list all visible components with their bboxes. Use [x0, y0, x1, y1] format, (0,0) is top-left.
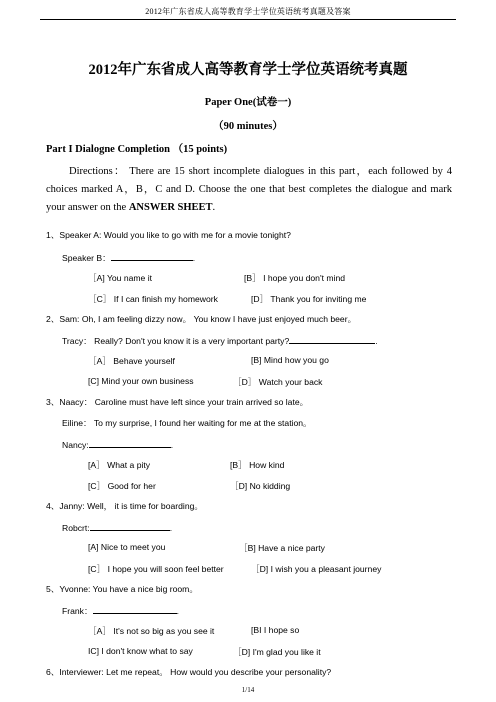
q1-option-b: [B］ I hope you don't mind [244, 273, 346, 283]
directions-text: There are 15 short incomplete dialogues in this part，each followed by 4 choices marked A，B，C and D. Choose the one that best completes the dialogue and mark your answer on the [46, 166, 452, 213]
directions-end: . [212, 202, 216, 213]
q5-option-d: ［D] I'm glad you like it [233, 647, 321, 657]
q6-interviewer: 6、Interviewer: Let me repeat。 How would you describe your personality? [46, 667, 332, 677]
answer-sheet-label: ANSWER SHEET [128, 202, 213, 213]
q2-option-c: [C] Mind your own business [88, 376, 194, 386]
q4-option-b: ［B] Have a nice party [239, 543, 325, 553]
header-rule [40, 19, 456, 20]
q4-option-c: [C］ I hope you will soon feel better [88, 564, 224, 574]
q2-option-b: [B] Mind how you go [251, 355, 329, 365]
doc-title: 2012年广东省成人高等教育学士学位英语统考真题 [88, 62, 408, 78]
q1-option-c: ［C］ If I can finish my homework [88, 294, 218, 304]
q5-option-a: ［A］ It's not so big as you see it [88, 626, 215, 636]
q1-speaker-b: Speaker B： . [62, 253, 196, 263]
directions-label: Directions： [69, 166, 126, 177]
q5-frank: Frank： . [62, 606, 179, 616]
q5-option-c: IC] I don't know what to say [88, 646, 193, 656]
q3-option-c: [C］ Good for her [88, 481, 156, 491]
q3-naacy: 3、Naacy： Caroline must have left since your train arrived so late。 [46, 397, 309, 407]
q3-option-b: [B］ How kind [230, 460, 285, 470]
q5-answer-blank [93, 604, 177, 614]
page-header: 2012年广东省成人高等教育学士学位英语统考真题及答案 [145, 7, 351, 16]
directions [46, 163, 452, 217]
q3-eiline: Eiline： To my surprise, I found her waiting for me at the station。 [62, 418, 312, 428]
q4-answer-blank [90, 521, 170, 531]
q3-option-d: ［D] No kidding [230, 481, 291, 491]
q5-option-b: [BI I hope so [251, 625, 300, 635]
q2-option-d: ［D］ Watch your back [233, 377, 323, 387]
part-title: Part I Dialogne Completion （15 points) [46, 144, 228, 155]
page-number: 1/14 [241, 686, 255, 694]
q3-answer-blank [89, 438, 171, 448]
q2-tracy: Tracy： Really? Don't you know it is a very important party? . [62, 336, 378, 346]
q1-option-a: ［A] You name it [88, 273, 153, 283]
q1-option-d: [D］ Thank you for inviting me [251, 294, 367, 304]
q2-option-a: ［A］ Behave yourself [88, 356, 175, 366]
q1-speaker-a: 1、Speaker A: Would you like to go with me for a movie tonight? [46, 230, 291, 240]
duration-label: （90 minutes） [213, 121, 283, 132]
q3-nancy: Nancy: . [62, 440, 174, 450]
q4-janny: 4、Janny: Well， it is time for boarding。 [46, 501, 203, 511]
q4-robcrt: Robcrt: . [62, 523, 173, 533]
paper-label: Paper One(试卷一) [204, 97, 292, 108]
q4-option-d: ［D] I wish you a pleasant journey [251, 564, 382, 574]
q1-answer-blank [111, 251, 193, 261]
q2-answer-blank [289, 334, 375, 344]
q4-option-a: [A] Nice to meet you [88, 542, 166, 552]
q2-sam: 2、Sam: Oh, I am feeling dizzy now。 You know I have just enjoyed much beer。 [46, 314, 357, 324]
q3-option-a: [A］ What a pity [88, 460, 151, 470]
q5-yvonne: 5、Yvonne: You have a nice big room。 [46, 584, 198, 594]
